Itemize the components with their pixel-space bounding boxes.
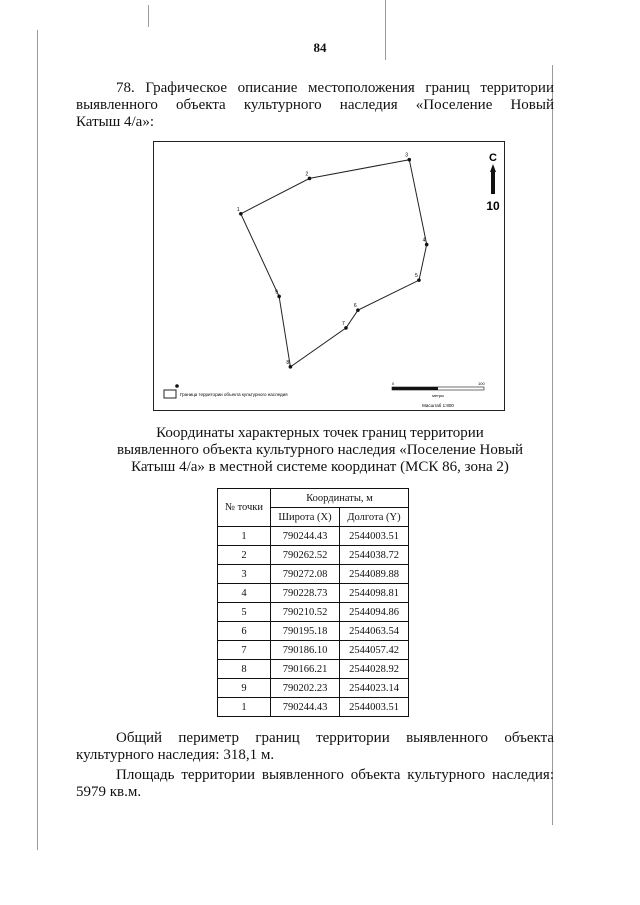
cell-point-number: 4 [218, 584, 271, 603]
map-legend [164, 384, 288, 398]
cell-latitude: 790272.08 [271, 565, 340, 584]
cell-point-number: 1 [218, 527, 271, 546]
cell-latitude: 790166.21 [271, 660, 340, 679]
section-heading [76, 80, 554, 131]
header-coordinates: Координаты, м [271, 489, 409, 508]
table-row [218, 603, 409, 622]
perimeter-paragraph [76, 730, 554, 764]
perimeter-line-2: культурного наследия: 318,1 м. [76, 747, 275, 763]
scale-text: Масштаб 1:800 [422, 403, 454, 408]
scan-margin-line-right [552, 65, 553, 825]
north-arrow-icon [490, 164, 496, 172]
table-header-row [218, 489, 409, 508]
cell-longitude: 2544038.72 [340, 546, 409, 565]
scan-margin-line-left [37, 30, 38, 850]
boundary-point-label: 7 [341, 320, 345, 327]
cell-latitude: 790244.43 [271, 698, 340, 717]
cell-longitude: 2544023.14 [340, 679, 409, 698]
cell-longitude: 2544003.51 [340, 698, 409, 717]
cell-longitude: 2544094.86 [340, 603, 409, 622]
header-point-number: № точки [218, 489, 271, 527]
cell-longitude: 2544003.51 [340, 527, 409, 546]
boundary-point-label: 3 [405, 152, 409, 159]
cell-point-number: 8 [218, 660, 271, 679]
page-number: 84 [313, 40, 327, 55]
scale-bar-fill [392, 387, 438, 390]
table-row [218, 622, 409, 641]
cell-longitude: 2544063.54 [340, 622, 409, 641]
legend-point-icon [175, 384, 179, 388]
area-paragraph [76, 767, 554, 801]
perimeter-line-1: Общий периметр границ территории выявленного объекта [116, 730, 554, 746]
table-row [218, 584, 409, 603]
cell-point-number: 9 [218, 679, 271, 698]
cell-latitude: 790195.18 [271, 622, 340, 641]
cell-longitude: 2544089.88 [340, 565, 409, 584]
caption-line-2: выявленного объекта культурного наследия «Поселение Новый [116, 442, 524, 458]
cell-point-number: 3 [218, 565, 271, 584]
boundary-point-label: 4 [422, 237, 426, 244]
cell-longitude: 2544057.42 [340, 641, 409, 660]
map-canvas [154, 142, 506, 412]
cell-point-number: 7 [218, 641, 271, 660]
heading-line-3: Катыш 4/а»: [76, 114, 155, 130]
cell-latitude: 790210.52 [271, 603, 340, 622]
north-arrow-shaft [491, 172, 495, 194]
boundary-point-label: 2 [305, 171, 309, 178]
table-row [218, 679, 409, 698]
cell-latitude: 790202.23 [271, 679, 340, 698]
boundary-point-label: 5 [414, 273, 418, 280]
header-latitude: Широта (X) [271, 508, 340, 527]
territory-boundary [241, 160, 427, 367]
cell-latitude: 790262.52 [271, 546, 340, 565]
cell-longitude: 2544098.81 [340, 584, 409, 603]
boundary-point-label: 8 [286, 359, 290, 366]
scale-right-label: 100 [478, 381, 485, 386]
north-arrow [486, 152, 500, 213]
coordinates-table [217, 488, 409, 717]
cell-longitude: 2544028.92 [340, 660, 409, 679]
north-number: 10 [486, 199, 500, 213]
table-body [218, 527, 409, 717]
cell-point-number: 1 [218, 698, 271, 717]
boundary-point-label: 1 [236, 206, 240, 213]
table-row [218, 641, 409, 660]
scale-bar [392, 381, 485, 408]
caption-line-3: Катыш 4/а» в местной системе координат (МСК 86, зона 2) [131, 459, 509, 475]
table-row [218, 660, 409, 679]
table-row [218, 565, 409, 584]
cell-point-number: 5 [218, 603, 271, 622]
heading-line-1: 78. Графическое описание местоположения границ территории [116, 80, 554, 96]
heading-line-2: выявленного объекта культурного наследия «Поселение Новый [76, 97, 554, 113]
boundary-map [153, 141, 505, 411]
cell-latitude: 790228.73 [271, 584, 340, 603]
caption-line-1: Координаты характерных точек границ территории [156, 425, 484, 441]
cell-point-number: 6 [218, 622, 271, 641]
boundary-point-label: 6 [353, 303, 357, 310]
table-row [218, 698, 409, 717]
area-line-1: Площадь территории выявленного объекта культурного наследия: [116, 767, 554, 783]
cell-latitude: 790186.10 [271, 641, 340, 660]
table-caption [90, 425, 550, 476]
table-row [218, 546, 409, 565]
area-line-2: 5979 кв.м. [76, 784, 142, 800]
legend-swatch [164, 390, 176, 398]
boundary-point-label: 9 [275, 289, 278, 296]
scan-top-mark-2 [148, 5, 149, 27]
north-letter: С [489, 152, 497, 164]
scale-left-label: 0 [392, 381, 395, 386]
header-longitude: Долгота (Y) [340, 508, 409, 527]
table-row [218, 527, 409, 546]
boundary-points [237, 153, 429, 369]
legend-text: Граница территории объекта культурного наследия [180, 392, 288, 397]
cell-latitude: 790244.43 [271, 527, 340, 546]
cell-point-number: 2 [218, 546, 271, 565]
scale-unit: метры [432, 393, 444, 398]
